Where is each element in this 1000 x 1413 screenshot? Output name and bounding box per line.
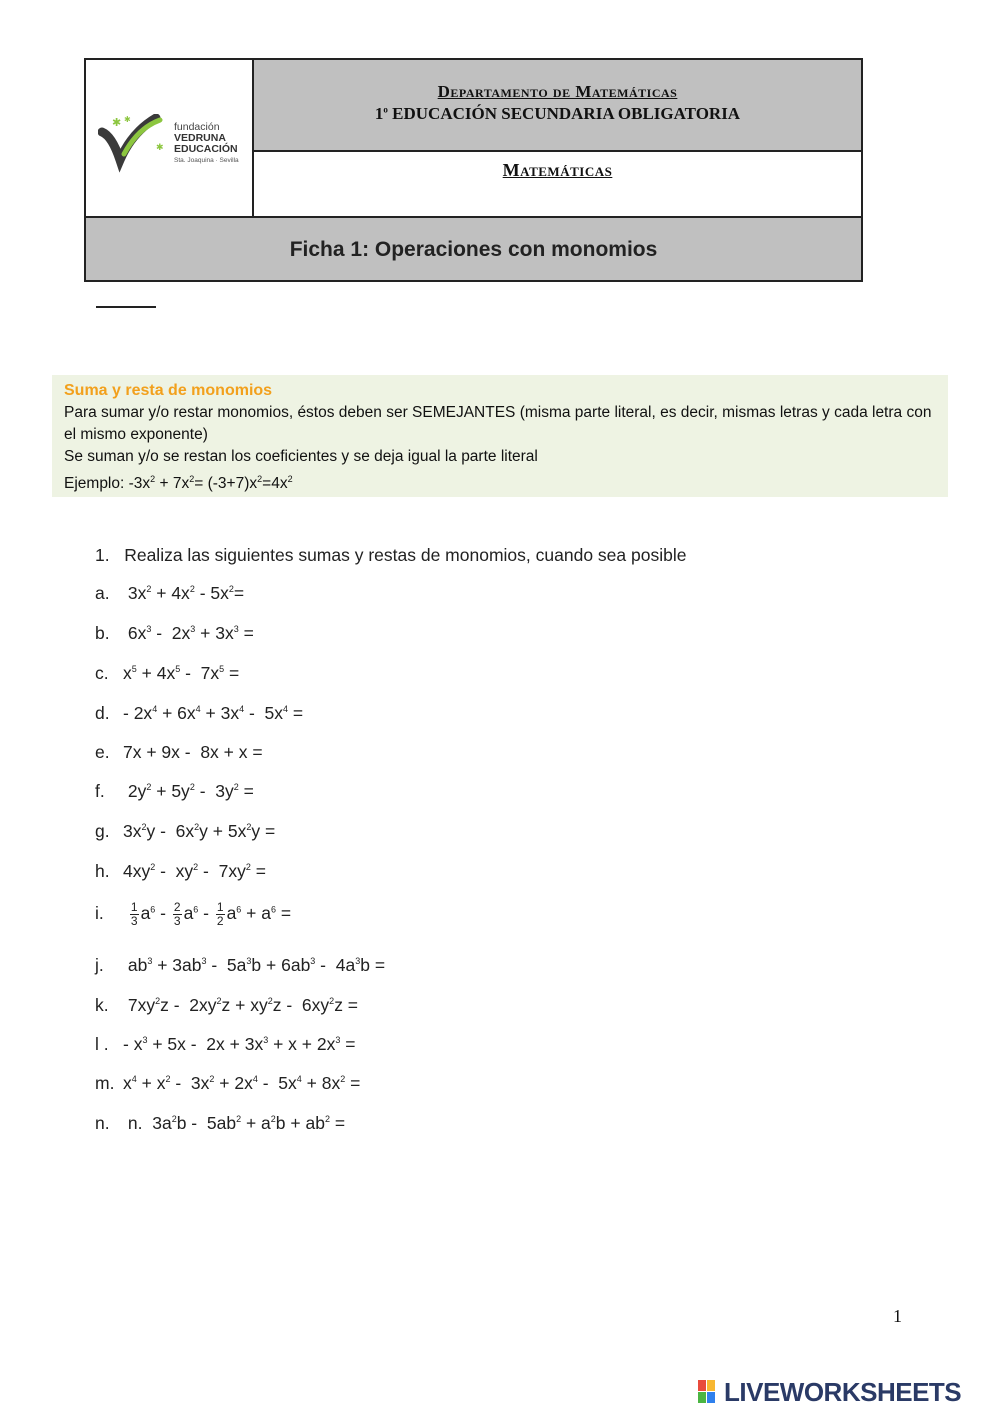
item-label: c. <box>95 663 109 683</box>
item-label: d. <box>95 703 110 723</box>
fraction: $\frac{1}{3}$ <box>130 900 138 928</box>
item-label: a. <box>95 583 110 603</box>
item-label: n. <box>95 1113 110 1133</box>
exercise-item-m: m. $x^4 + x^2 - 3x^2 + 2x^4 - 5x^4 + 8x^2$ = <box>95 1073 361 1093</box>
svg-text:✱: ✱ <box>124 115 131 124</box>
logo-text <box>174 122 239 166</box>
course-name <box>254 104 861 124</box>
item-label: m. <box>95 1073 115 1093</box>
logo-line-2: VEDRUNA <box>174 132 226 144</box>
subject-title: Matemáticas <box>502 160 613 180</box>
exercise-item-g: g. $3x^2y - 6x^2y + 5x^2y$ = <box>95 821 276 841</box>
item-label: k. <box>95 995 109 1015</box>
svg-text:✱: ✱ <box>156 143 164 153</box>
item-label: b. <box>95 623 110 643</box>
info-method: Se suman y/o se restan los coeficientes y se deja igual la parte literal <box>64 448 538 465</box>
exercise-item-l: l . - $x^3 + 5x - 2x + 3x^3 + x + 2x^3$ = <box>95 1034 356 1054</box>
exercise-item-i: i. $\frac{1}{3}$ $a^6$ - $\frac{2}{3}$ $a^6$ - $\frac{1}{2}$ $a^6 + a^6$ = <box>95 900 292 928</box>
exercise-item-c: c. $x^5 + 4x^5 - 7x^5$ = <box>95 663 240 683</box>
subject-cell <box>254 152 861 216</box>
liveworksheets-logo-icon <box>698 1380 724 1404</box>
item-label: j. <box>95 955 104 975</box>
example-label: Ejemplo: <box>64 475 125 493</box>
worksheet-header <box>84 58 863 282</box>
exercise-item-e: e. 7x + 9x - 8x + x = <box>95 742 263 762</box>
item-label-repeat: n. <box>127 1113 143 1133</box>
exercise-item-a: a. $3x^2 + 4x^2 - 5x^2=$ <box>95 583 245 603</box>
vedruna-logo-icon <box>98 114 172 174</box>
exercise-item-d: d. - $2x^4 + 6x^4 + 3x^4 - 5x^4$ = <box>95 703 304 723</box>
info-box <box>52 375 948 497</box>
logo-line-4: Sta. Joaquina · Sevilla <box>174 157 239 164</box>
exercise-item-n: n. n. $3a^2b - 5ab^2 + a^2b + ab^2$ = <box>95 1113 346 1133</box>
page-number: 1 <box>893 1306 902 1326</box>
item-label: e. <box>95 742 110 762</box>
exercise-item-h: h. $4xy^2 - xy^2 - 7xy^2$ = <box>95 861 266 881</box>
logo-cell <box>86 60 254 216</box>
svg-text:✱: ✱ <box>112 116 122 129</box>
divider-line <box>96 306 156 308</box>
sheet-title: Ficha 1: Operaciones con monomios <box>86 216 861 280</box>
item-label: f. <box>95 781 105 801</box>
department-cell <box>254 60 861 152</box>
exercise-item-f: f. $2y^2 + 5y^2 - 3y^2$ = <box>95 781 254 801</box>
course-ordinal: o <box>383 104 388 115</box>
info-rule: Para sumar y/o restar monomios, éstos deben ser SEMEJANTES (misma parte literal, es decir, mismas letras y cada letra con el mismo exponente) <box>64 404 932 443</box>
exercise-instruction-text: Realiza las siguientes sumas y restas de monomios, cuando sea posible <box>124 545 687 565</box>
logo-line-1: fundación <box>174 121 220 133</box>
exercise-item-j: j. $ab^3 + 3ab^3 - 5a^3b + 6ab^3 - 4a^3b$ = <box>95 955 386 975</box>
exercise-instruction <box>95 545 686 566</box>
department-title: Departamento de Matemáticas <box>437 82 678 101</box>
exercise-number: 1. <box>95 545 110 565</box>
item-label: h. <box>95 861 110 881</box>
fraction: $\frac{2}{3}$ <box>173 900 181 928</box>
item-label: l . <box>95 1034 109 1054</box>
logo-line-3: EDUCACIÓN <box>174 143 238 155</box>
info-example: Ejemplo: $-3x^2 + 7x^2= (-3+7)x^2=4x^2$ <box>64 474 293 493</box>
exercise-item-b: b. $6x^3 - 2x^3 + 3x^3$ = <box>95 623 254 643</box>
item-label: g. <box>95 821 110 841</box>
course-number: 1 <box>374 104 384 123</box>
item-label: i. <box>95 903 104 924</box>
liveworksheets-brand[interactable]: LIVEWORKSHEETS <box>724 1377 962 1407</box>
info-title: Suma y resta de monomios <box>64 382 273 399</box>
fraction: $\frac{1}{2}$ <box>216 900 224 928</box>
course-label: EDUCACIÓN SECUNDARIA OBLIGATORIA <box>392 104 741 123</box>
exercise-item-k: k. $7xy^2z - 2xy^2z + xy^2z - 6xy^2z$ = <box>95 995 359 1015</box>
